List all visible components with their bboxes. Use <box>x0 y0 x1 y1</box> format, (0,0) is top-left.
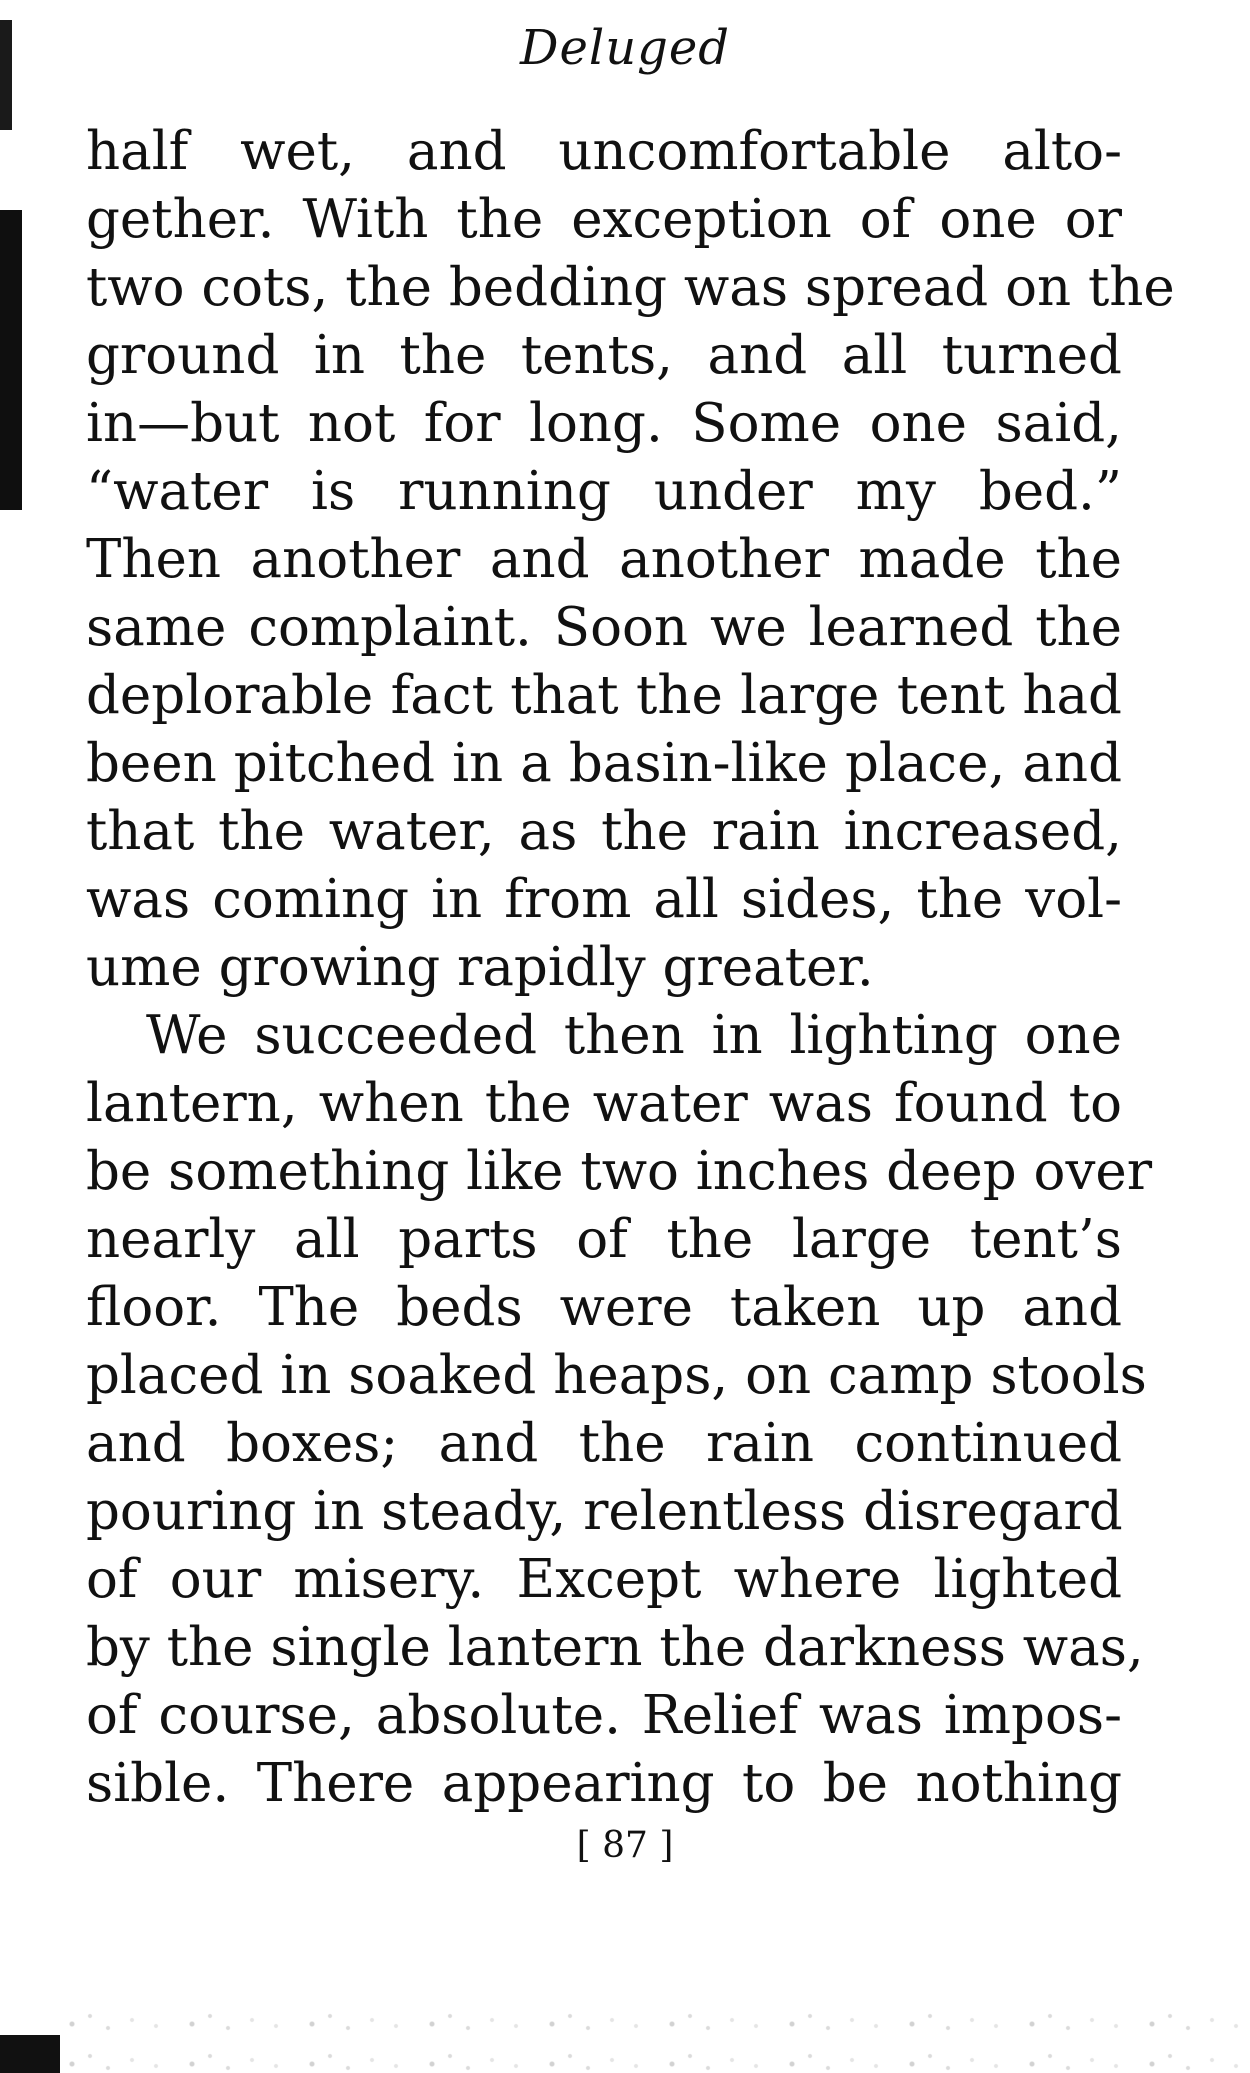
text-line: lantern, when the water was found to <box>86 1073 1122 1134</box>
text-line: gether. With the exception of one or <box>86 189 1122 250</box>
scan-edge-shadow <box>0 210 22 510</box>
text-line: of our misery. Except where lighted <box>86 1549 1122 1610</box>
text-line: by the single lantern the darkness was, <box>86 1617 1144 1678</box>
text-line: placed in soaked heaps, on camp stools <box>86 1345 1147 1406</box>
text-line: two cots, the bedding was spread on the <box>86 257 1175 318</box>
text-line: and boxes; and the rain continued <box>86 1413 1122 1474</box>
text-line: pouring in steady, relentless disregard <box>86 1481 1123 1542</box>
text-line: deplorable fact that the large tent had <box>86 665 1122 726</box>
text-line: was coming in from all sides, the vol- <box>86 869 1122 930</box>
text-line: ground in the tents, and all turned <box>86 325 1122 386</box>
text-line: sible. There appearing to be nothing <box>86 1753 1122 1814</box>
text-line: be something like two inches deep over <box>86 1141 1153 1202</box>
scan-speckle <box>60 2000 1250 2073</box>
text-line: We succeeded then in lighting one <box>146 1005 1122 1066</box>
page-number: [ 87 ] <box>576 1825 674 1866</box>
text-line: of course, absolute. Relief was impos- <box>86 1685 1122 1746</box>
text-line: half wet, and uncomfortable alto- <box>86 121 1122 182</box>
text-line: in—but not for long. Some one said, <box>86 393 1122 454</box>
text-line: ume growing rapidly greater. <box>86 937 874 998</box>
text-line: “water is running under my bed.” <box>86 461 1122 522</box>
text-line: that the water, as the rain increased, <box>86 801 1122 862</box>
text-line: Then another and another made the <box>86 529 1122 590</box>
text-line: nearly all parts of the large tent’s <box>86 1209 1122 1270</box>
body-text <box>86 118 1175 1818</box>
text-line: been pitched in a basin-like place, and <box>86 733 1122 794</box>
text-line: same complaint. Soon we learned the <box>86 597 1122 658</box>
running-head: Deluged <box>519 20 730 76</box>
scan-edge-shadow <box>0 2035 60 2073</box>
text-line: floor. The beds were taken up and <box>86 1277 1122 1338</box>
